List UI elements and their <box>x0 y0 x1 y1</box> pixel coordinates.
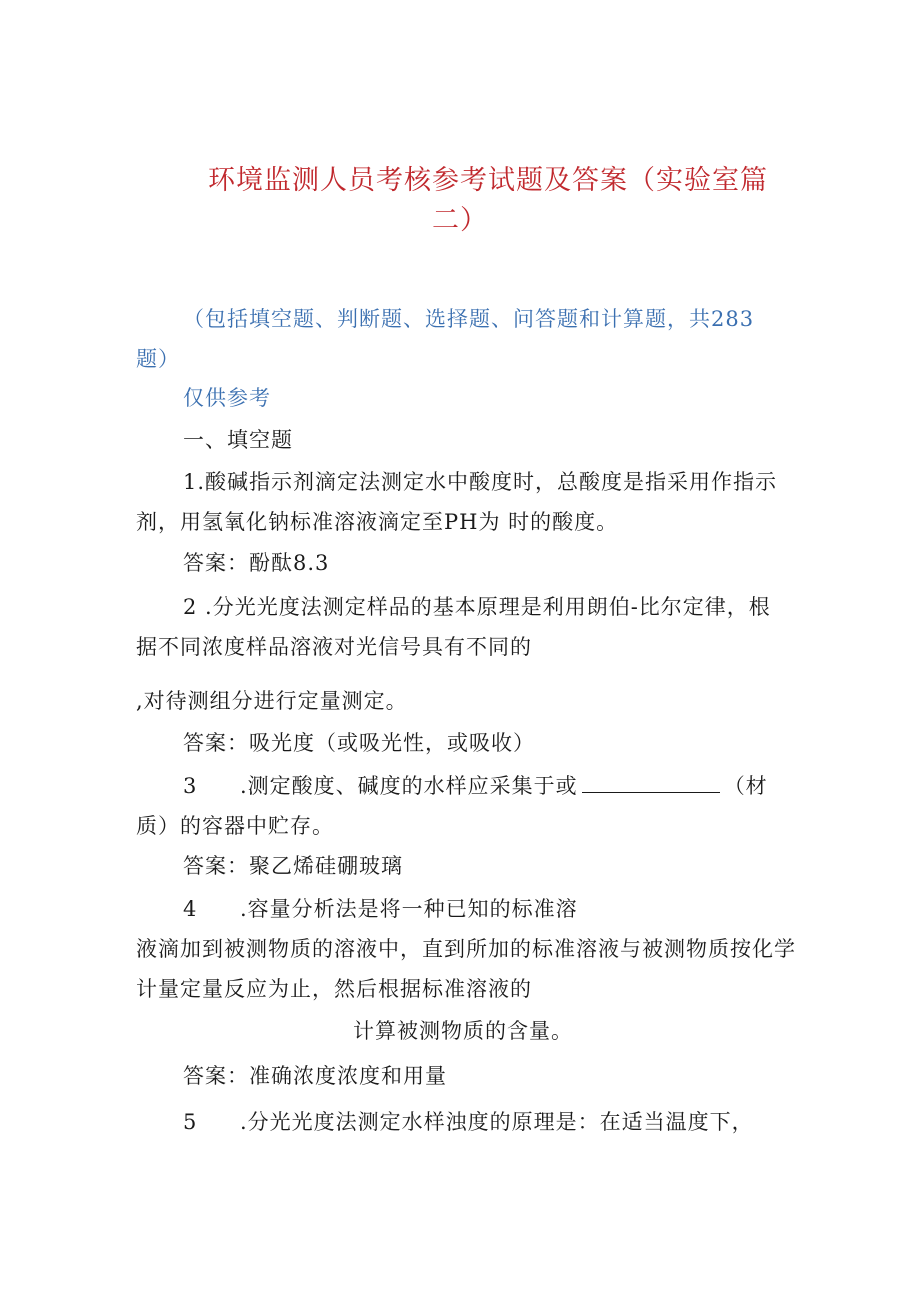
question-4-line-2: 液滴加到被测物质的溶液中，直到所加的标准溶液与被测物质按化学 <box>136 937 796 961</box>
question-1-answer: 答案：酚酞8.3 <box>183 551 330 575</box>
question-4-line-4: 计算被测物质的含量。 <box>353 1019 573 1043</box>
fill-in-blank <box>582 774 720 793</box>
title-line-1: 环境监测人员考核参考试题及答案（实验室篇 <box>208 165 768 196</box>
question-2-line-2: 据不同浓度样品溶液对光信号具有不同的 <box>136 635 532 659</box>
question-4-line-1: .容量分析法是将一种已知的标准溶 <box>240 897 578 921</box>
question-5-line-1: .分光光度法测定水样浊度的原理是：在适当温度下， <box>240 1110 754 1134</box>
question-2-answer: 答案：吸光度（或吸光性，或吸收） <box>183 731 535 755</box>
question-3-line-1 <box>240 772 768 800</box>
question-3-line-2: 质）的容器中贮存。 <box>136 814 334 838</box>
question-1-line-2: 剂，用氢氧化钠标准溶液滴定至PH为 时的酸度。 <box>136 510 619 534</box>
reference-only-note: 仅供参考 <box>183 386 271 410</box>
question-3-answer: 答案：聚乙烯硅硼玻璃 <box>183 854 403 878</box>
title-line-2: 二） <box>432 205 488 236</box>
scope-note-line-2: 题） <box>136 347 180 371</box>
scope-note-line-1: （包括填空题、判断题、选择题、问答题和计算题，共283 <box>183 307 755 331</box>
question-2-line-1: 2 .分光光度法测定样品的基本原理是利用朗伯-比尔定律，根 <box>183 595 771 619</box>
question-4-number: 4 <box>183 897 198 921</box>
question-3-number: 3 <box>183 774 198 798</box>
question-3-text-a: .测定酸度、碱度的水样应采集于或 <box>240 774 578 798</box>
question-4-line-3: 计量定量反应为止，然后根据标准溶液的 <box>136 977 532 1001</box>
question-5-number: 5 <box>183 1110 198 1134</box>
question-1-line-1: 1.酸碱指示剂滴定法测定水中酸度时，总酸度是指采用作指示 <box>183 470 778 494</box>
question-2-line-3: ,对待测组分进行定量测定。 <box>136 689 408 713</box>
question-4-answer: 答案：准确浓度浓度和用量 <box>183 1064 447 1088</box>
section-heading: 一、填空题 <box>183 428 293 452</box>
question-3-text-b: （材 <box>723 774 768 798</box>
